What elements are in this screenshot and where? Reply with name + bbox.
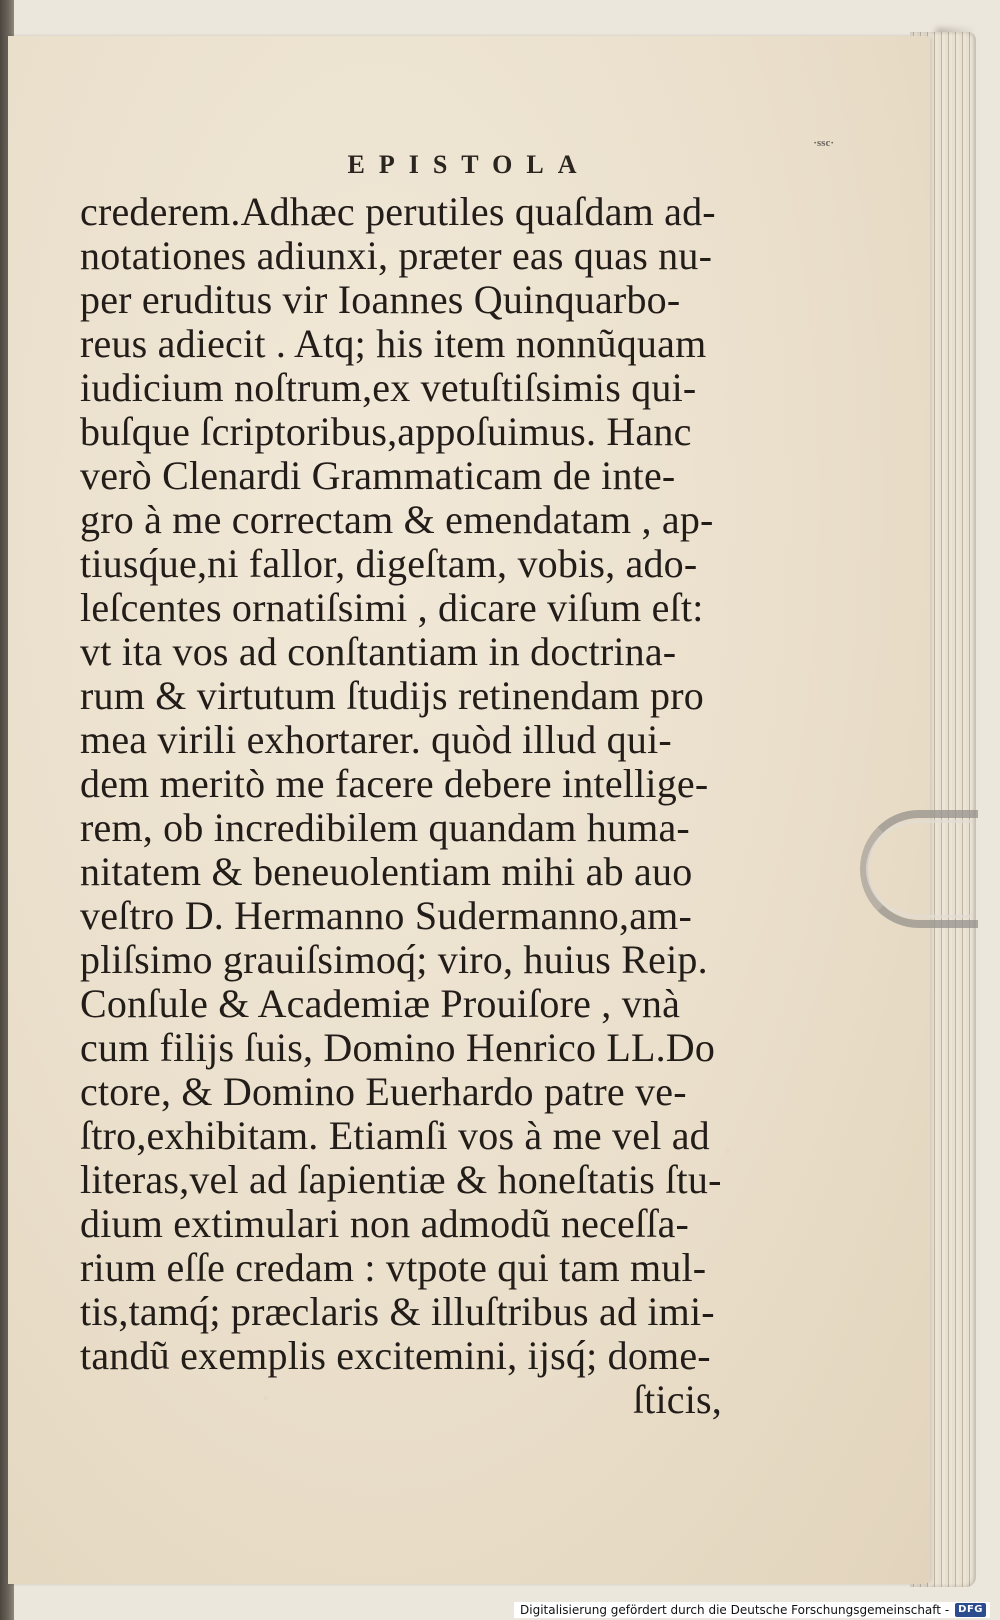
text-line: veſtro D. Hermanno Sudermanno,am- [80, 894, 692, 938]
text-line: cum filijs ſuis, Domino Henrico LL.Do [80, 1026, 716, 1070]
text-line: nitatem & beneuolentiam mihi ab auo [80, 850, 693, 894]
footer-credit [514, 1602, 990, 1618]
text-line: crederem.Adhæc perutiles quaſdam ad- [80, 190, 716, 234]
text-line: rum & virtutum ſtudijs retinendam pro [80, 674, 704, 718]
text-line: tis,tamq́; præclaris & illuſtribus ad imi- [80, 1290, 715, 1334]
text-line: Conſule & Academiæ Prouiſore , vnà [80, 982, 681, 1026]
text-line: iudicium noſtrum,ex vetuſtiſsimis qui- [80, 366, 697, 410]
text-line: vt ita vos ad conſtantiam in doctrina- [80, 630, 677, 674]
text-line: ſtro,exhibitam. Etiamſi vos à me vel ad [80, 1114, 710, 1158]
text-line: dem meritò me facere debere intellige- [80, 762, 709, 806]
text-line: rium eſſe credam : vtpote qui tam mul- [80, 1246, 707, 1290]
text-line: gro à me correctam & emendatam , ap- [80, 498, 714, 542]
text-line: verò Clenardi Grammaticam de inte- [80, 454, 676, 498]
body-text [80, 190, 722, 1422]
text-line: ctore, & Domino Euerhardo patre ve- [80, 1070, 687, 1114]
footer-text: Digitalisierung gefördert durch die Deutsche Forschungsgemeinschaft - [520, 1603, 950, 1617]
text-line: mea virili exhortarer. quòd illud qui- [80, 718, 672, 762]
text-line: reus adiecit . Atq; his item nonnũquam [80, 322, 707, 366]
corner-mark: ·ssc· [813, 137, 834, 149]
text-line: literas,vel ad ſapientiæ & honeſtatis ſtu- [80, 1158, 722, 1202]
text-line-last: ſticis, [632, 1378, 722, 1422]
text-line: pliſsimo grauiſsimoq́; viro, huius Reip. [80, 938, 708, 982]
text-line: tandũ exemplis excitemini, ijsq́; dome- [80, 1334, 711, 1378]
text-line: leſcentes ornatiſsimi , dicare viſum eſt: [80, 586, 704, 630]
text-line: dium extimulari non admodũ neceſſa- [80, 1202, 690, 1246]
text-line: tiusq́ue,ni fallor, digeſtam, vobis, ado- [80, 542, 698, 586]
book-page [8, 36, 930, 1584]
clip-highlight [866, 820, 972, 918]
text-line: buſque ſcriptoribus,appoſuimus. Hanc [80, 410, 692, 454]
dfg-badge: DFG [955, 1603, 986, 1617]
text-line: notationes adiunxi, præter eas quas nu- [80, 234, 713, 278]
text-line: per eruditus vir Ioannes Quinquarbo- [80, 278, 681, 322]
text-line: rem, ob incredibilem quandam huma- [80, 806, 690, 850]
page-header: EPISTOLA [347, 150, 591, 179]
